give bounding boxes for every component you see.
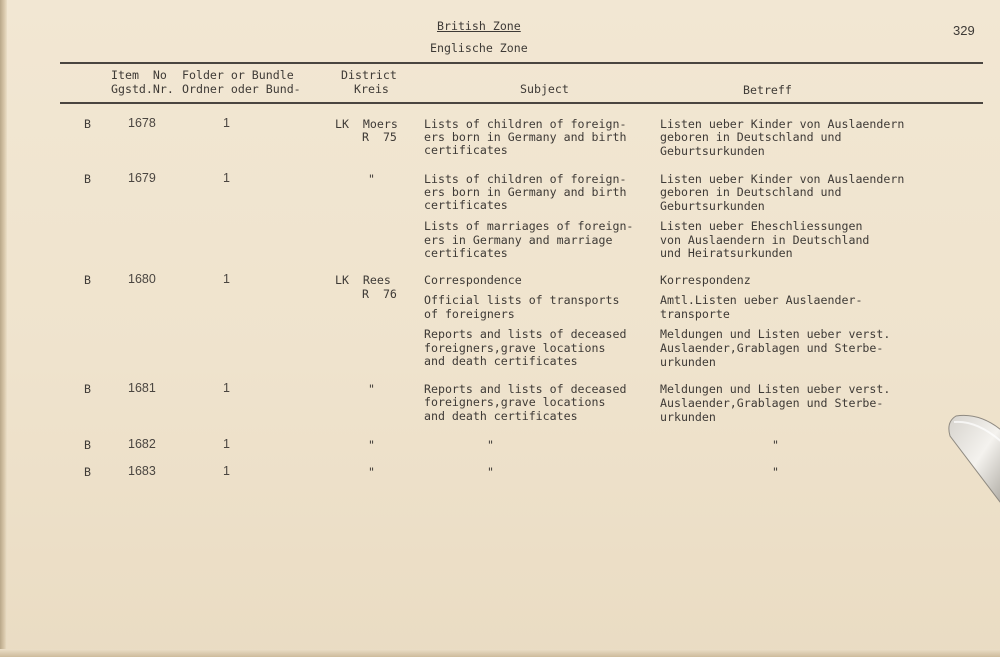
header-bottom-rule [60, 102, 983, 104]
betreff-line: Auslaender,Grablagen und Sterbe- [660, 396, 884, 410]
betreff-ditto: " [772, 438, 779, 452]
row-prefix: B [84, 382, 91, 396]
row-prefix: B [84, 172, 91, 186]
district-ditto: " [368, 172, 375, 186]
district-ditto: " [368, 438, 375, 452]
col-folder-de: Ordner oder Bund- [182, 82, 301, 96]
item-number: 1680 [128, 272, 156, 286]
col-subject: Subject [520, 82, 569, 96]
page-number: 329 [953, 23, 975, 38]
subject-line: Lists of children of foreign- [424, 117, 627, 131]
betreff-line: Meldungen und Listen ueber verst. [660, 382, 891, 396]
item-number: 1682 [128, 437, 156, 451]
district-ditto: " [368, 465, 375, 479]
folder-count: 1 [223, 437, 230, 451]
betreff-ditto: " [772, 465, 779, 479]
folder-count: 1 [223, 464, 230, 478]
district-name: LK Rees [335, 273, 391, 287]
subject-line: ers in Germany and marriage [424, 233, 613, 247]
subject-ditto: " [487, 465, 494, 479]
subject-line: Official lists of transports [424, 293, 620, 307]
betreff-line: urkunden [660, 355, 716, 369]
page-binding-edge [0, 0, 7, 657]
betreff-line: von Auslaendern in Deutschland [660, 233, 870, 247]
col-folder-en: Folder or Bundle [182, 68, 294, 82]
col-item-no-en: Item No [111, 68, 167, 82]
subject-line: certificates [424, 143, 508, 157]
betreff-line: Amtl.Listen ueber Auslaender- [660, 293, 863, 307]
betreff-line: geboren in Deutschland und [660, 185, 842, 199]
district-code: R 76 [362, 287, 397, 301]
subject-line: Correspondence [424, 273, 522, 287]
folder-count: 1 [223, 381, 230, 395]
subject-line: foreigners,grave locations [424, 395, 606, 409]
row-prefix: B [84, 273, 91, 287]
item-number: 1681 [128, 381, 156, 395]
col-betreff: Betreff [743, 83, 792, 97]
betreff-line: Listen ueber Kinder von Auslaendern [660, 117, 905, 131]
row-prefix: B [84, 438, 91, 452]
betreff-line: geboren in Deutschland und [660, 130, 842, 144]
betreff-line: urkunden [660, 410, 716, 424]
subject-line: Lists of marriages of foreign- [424, 219, 634, 233]
zone-subtitle: Englische Zone [430, 41, 528, 55]
item-number: 1683 [128, 464, 156, 478]
col-district-en: District [341, 68, 397, 82]
subject-line: certificates [424, 198, 508, 212]
subject-line: foreigners,grave locations [424, 341, 606, 355]
subject-line: ers born in Germany and birth [424, 185, 627, 199]
row-prefix: B [84, 117, 91, 131]
betreff-line: transporte [660, 307, 730, 321]
betreff-line: Auslaender,Grablagen und Sterbe- [660, 341, 884, 355]
betreff-line: Meldungen und Listen ueber verst. [660, 327, 891, 341]
subject-line: Reports and lists of deceased [424, 382, 627, 396]
paper-clip-icon [938, 402, 1000, 512]
betreff-line: Listen ueber Kinder von Auslaendern [660, 172, 905, 186]
betreff-line: Listen ueber Eheschliessungen [660, 219, 863, 233]
row-prefix: B [84, 465, 91, 479]
folder-count: 1 [223, 116, 230, 130]
item-number: 1679 [128, 171, 156, 185]
header-top-rule [60, 62, 983, 64]
col-district-de: Kreis [354, 82, 389, 96]
subject-line: and death certificates [424, 354, 578, 368]
col-item-no-de: Ggstd.Nr. [111, 82, 174, 96]
subject-line: of foreigners [424, 307, 515, 321]
page-bottom-edge [0, 649, 1000, 657]
folder-count: 1 [223, 171, 230, 185]
betreff-line: Geburtsurkunden [660, 199, 765, 213]
subject-line: and death certificates [424, 409, 578, 423]
district-code: R 75 [362, 130, 397, 144]
item-number: 1678 [128, 116, 156, 130]
district-name: LK Moers [335, 117, 398, 131]
subject-line: Reports and lists of deceased [424, 327, 627, 341]
betreff-line: Geburtsurkunden [660, 144, 765, 158]
folder-count: 1 [223, 272, 230, 286]
betreff-line: und Heiratsurkunden [660, 246, 793, 260]
subject-line: certificates [424, 246, 508, 260]
zone-title: British Zone [437, 19, 521, 33]
district-ditto: " [368, 382, 375, 396]
subject-line: Lists of children of foreign- [424, 172, 627, 186]
subject-ditto: " [487, 438, 494, 452]
betreff-line: Korrespondenz [660, 273, 751, 287]
subject-line: ers born in Germany and birth [424, 130, 627, 144]
